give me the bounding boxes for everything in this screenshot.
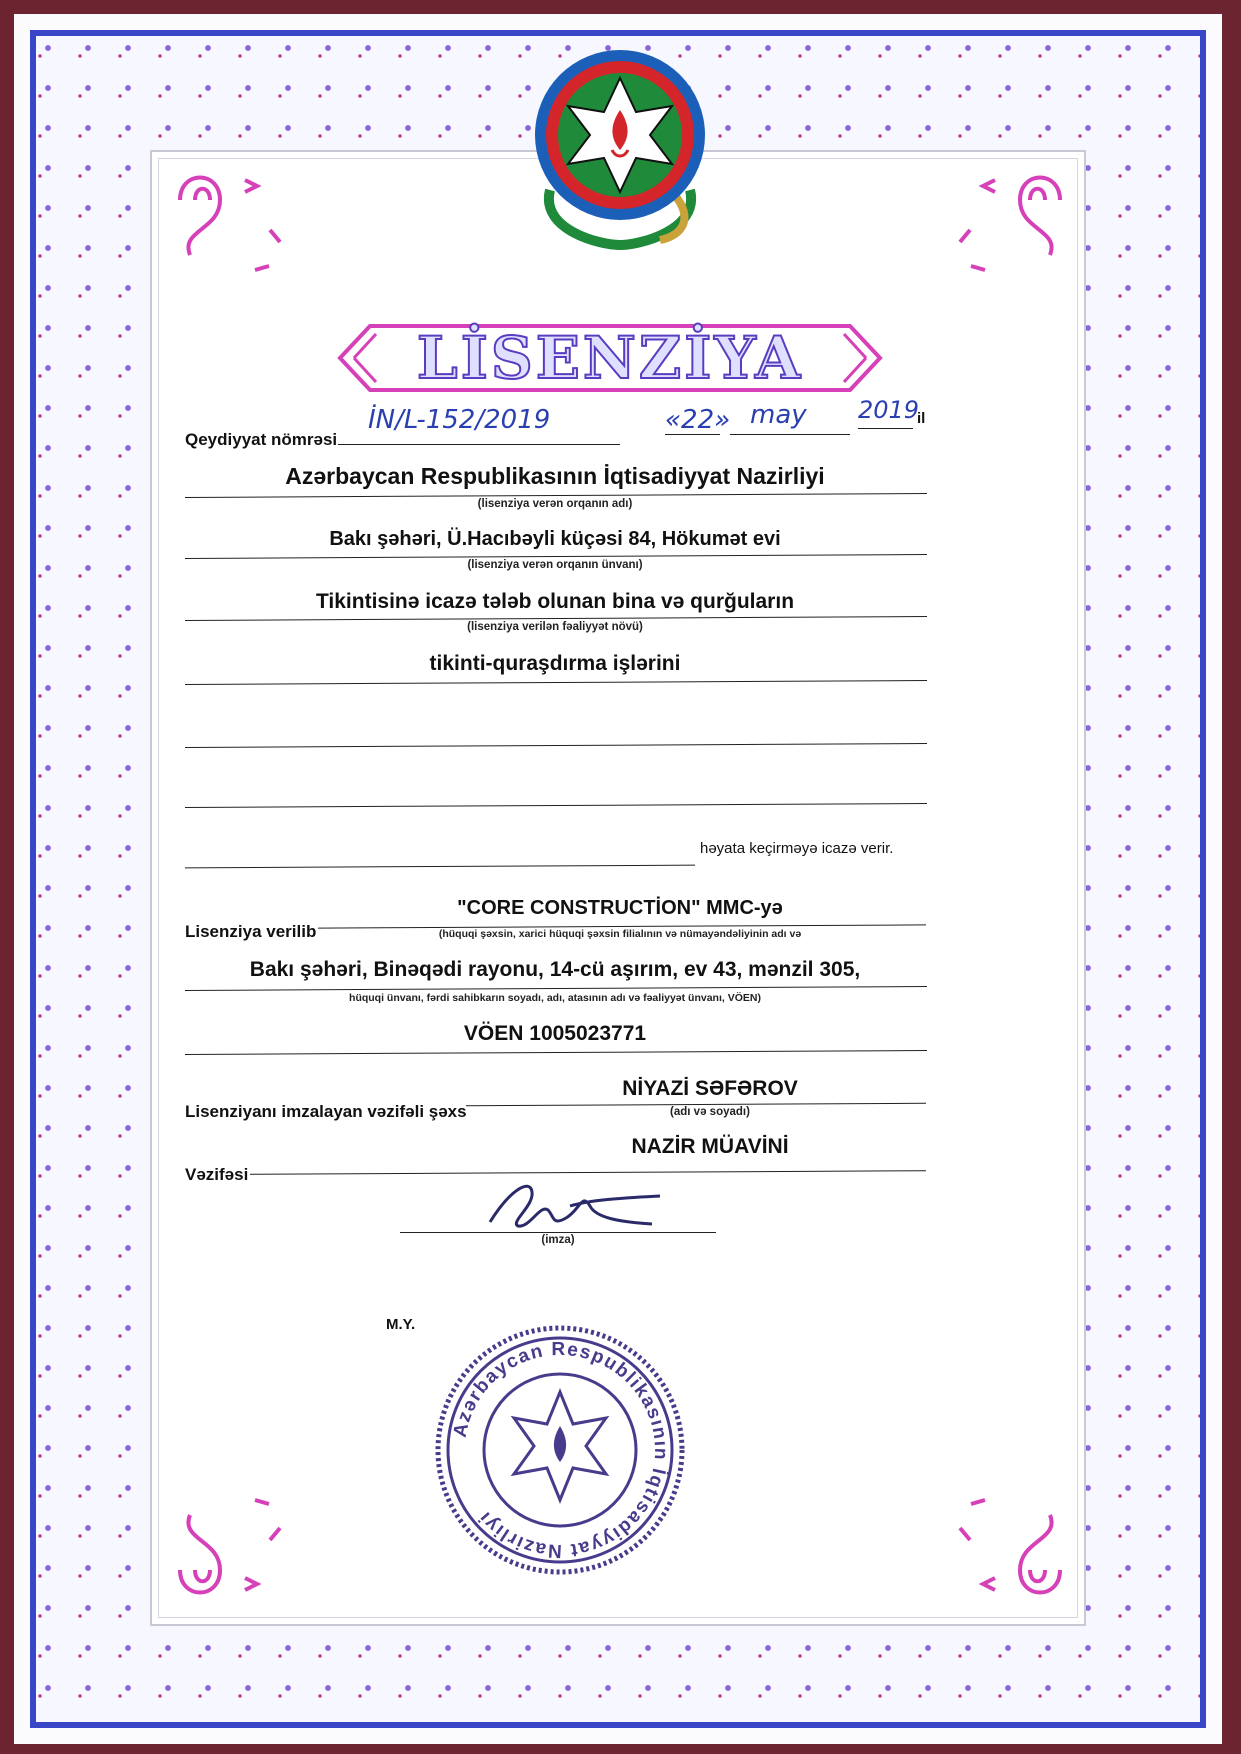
registration-day: «22» <box>665 405 731 435</box>
corner-ornament-top-left <box>160 160 310 310</box>
state-emblem-icon <box>520 40 720 250</box>
year-suffix: il <box>917 410 926 427</box>
activity-line-1: Tikintisinə icazə tələb olunan bina və qurğuların <box>315 590 795 613</box>
position-label: Vəzifəsi <box>185 1165 249 1184</box>
stamp-place-label: M.Y. <box>386 1316 416 1333</box>
permission-text: həyata keçirməyə icazə verir. <box>700 840 894 857</box>
corner-ornament-top-right <box>930 160 1080 310</box>
handwritten-signature <box>470 1170 670 1240</box>
signatory-position: NAZİR MÜAVİNİ <box>631 1135 789 1158</box>
issuing-body-name: Azərbaycan Respublikasının İqtisadiyyat Nazirliyi <box>285 463 825 489</box>
issuing-body-address: Bakı şəhəri, Ü.Hacıbəyli küçəsi 84, Hökumət evi <box>329 528 781 550</box>
registration-number-line <box>338 444 620 445</box>
signatory-name-caption: (adı və soyadı) <box>670 1106 750 1118</box>
registration-month: may <box>750 400 807 430</box>
registration-year: 2019 <box>858 396 920 424</box>
corner-ornament-bottom-right <box>930 1460 1080 1610</box>
signature-caption: (imza) <box>541 1234 575 1246</box>
licensee-address-caption: hüquqi ünvanı, fərdi sahibkarın soyadı, adı, atasının adı və fəaliyyət ünvanı, VÖEN) <box>349 992 761 1004</box>
registration-number: İN/L-152/2019 <box>368 405 551 435</box>
day-line <box>665 434 720 435</box>
registration-label: Qeydiyyat nömrəsi <box>185 430 338 449</box>
licensee-label: Lisenziya verilib <box>185 922 317 941</box>
official-stamp <box>430 1320 690 1580</box>
year-line <box>858 428 913 429</box>
licensee-name-caption: (hüquqi şəxsin, xarici hüquqi şəxsin filialının və nümayəndəliyinin adı və <box>438 928 802 940</box>
activity-line-2: tikinti-quraşdırma işlərini <box>429 652 681 675</box>
issuing-body-caption: (lisenziya verən orqanın adı) <box>477 498 633 510</box>
signatory-label: Lisenziyanı imzalayan vəzifəli şəxs <box>185 1102 467 1121</box>
stamp-ring-text: Azərbaycan Respublikasının İqtisadiyyat Nazirliyi <box>449 1338 672 1562</box>
activity-caption: (lisenziya verilən fəaliyyət növü) <box>467 621 643 633</box>
month-line <box>730 434 850 435</box>
issuing-address-caption: (lisenziya verən orqanın ünvanı) <box>467 559 643 571</box>
licensee-voen: VÖEN 1005023771 <box>463 1022 647 1045</box>
licensee-name: "CORE CONSTRUCTİON" MMC-yə <box>457 897 783 919</box>
licensee-address: Bakı şəhəri, Binəqədi rayonu, 14-cü aşırım, ev 43, mənzil 305, <box>249 958 861 981</box>
document-title: LİSENZİYA <box>416 324 804 392</box>
corner-ornament-bottom-left <box>160 1460 310 1610</box>
signatory-name: NİYAZİ SƏFƏROV <box>622 1077 798 1100</box>
signature-line <box>400 1232 716 1233</box>
